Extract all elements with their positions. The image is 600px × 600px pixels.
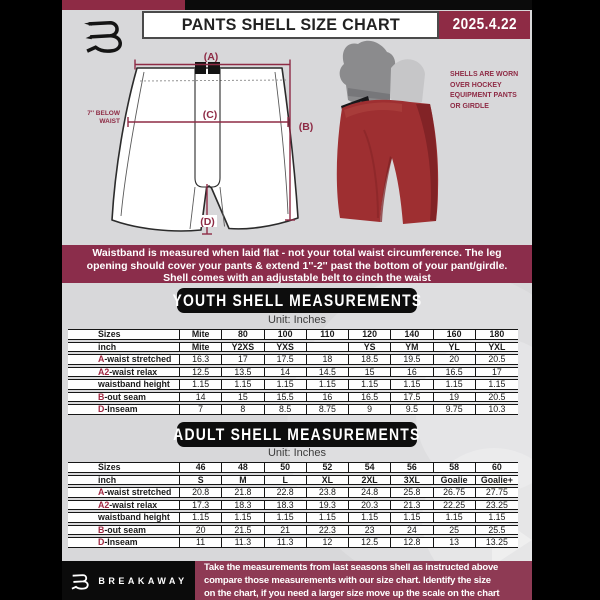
measurement-label-d: (D) bbox=[200, 216, 215, 228]
table-cell: 9 bbox=[349, 404, 391, 415]
table-cell: 60 bbox=[476, 462, 518, 473]
table-cell: 26.75 bbox=[434, 487, 476, 498]
unit-label-adult: Unit: Inches bbox=[267, 447, 327, 459]
table-cell: 18.3 bbox=[265, 500, 307, 511]
table-cell: 180 bbox=[476, 329, 518, 340]
table-cell: 19.3 bbox=[307, 500, 349, 511]
table-row bbox=[68, 537, 518, 548]
table-cell: 1.15 bbox=[180, 512, 222, 523]
section-heading-youth bbox=[172, 288, 422, 313]
footer-brand bbox=[62, 561, 195, 600]
table-cell: 13.25 bbox=[476, 537, 518, 548]
section-heading-adult bbox=[173, 422, 421, 447]
table-cell: 20.5 bbox=[476, 392, 518, 403]
adult-measurements-table bbox=[68, 460, 518, 550]
table-row bbox=[68, 342, 518, 353]
row-label: waistband height bbox=[68, 512, 180, 523]
table-cell: 23.8 bbox=[307, 487, 349, 498]
table-cell: 16 bbox=[391, 367, 433, 378]
table-cell: 21.5 bbox=[222, 525, 264, 536]
table-cell: 14.5 bbox=[307, 367, 349, 378]
table-cell: 140 bbox=[391, 329, 433, 340]
table-cell: 12 bbox=[307, 537, 349, 548]
table-cell: 160 bbox=[434, 329, 476, 340]
table-cell: 8.5 bbox=[265, 404, 307, 415]
table-cell: 22.3 bbox=[307, 525, 349, 536]
table-cell: M bbox=[222, 475, 264, 486]
table-cell: 19 bbox=[434, 392, 476, 403]
row-label: Sizes bbox=[68, 462, 180, 473]
row-label: inch bbox=[68, 475, 180, 486]
table-cell: 19.5 bbox=[391, 354, 433, 365]
table-row bbox=[68, 512, 518, 523]
row-label: A-waist stretched bbox=[68, 487, 180, 498]
table-cell: 18.5 bbox=[349, 354, 391, 365]
footer bbox=[62, 561, 532, 600]
table-cell: 25.8 bbox=[391, 487, 433, 498]
table-cell: 15 bbox=[222, 392, 264, 403]
row-label: A2-waist relax bbox=[68, 500, 180, 511]
table-cell: 120 bbox=[349, 329, 391, 340]
footer-note: Take the measurements from last seasons shell as instructed above compare those measurements with our size chart. Identify the size on the chart, if you need a larger size move up the scale on the chart bbox=[195, 561, 532, 600]
table-row bbox=[68, 392, 518, 403]
table-cell: 8.75 bbox=[307, 404, 349, 415]
page-title-text: PANTS SHELL SIZE CHART bbox=[181, 15, 400, 34]
row-label: A2-waist relax bbox=[68, 367, 180, 378]
table-cell: 46 bbox=[180, 462, 222, 473]
measurement-label-c: (C) bbox=[202, 109, 218, 121]
table-cell: 10.3 bbox=[476, 404, 518, 415]
table-cell: 1.15 bbox=[265, 512, 307, 523]
table-cell: 22.8 bbox=[265, 487, 307, 498]
photo-caption: SHELLS ARE WORN OVER HOCKEY EQUIPMENT PANTS OR GIRDLE bbox=[450, 71, 519, 110]
table-cell: 1.15 bbox=[222, 512, 264, 523]
table-cell: Goalie+ bbox=[476, 475, 518, 486]
table-row bbox=[68, 525, 518, 536]
table-cell: Y2XS bbox=[222, 342, 264, 353]
breakaway-logo-icon bbox=[69, 570, 91, 592]
top-edge-accent bbox=[62, 0, 185, 10]
section-heading-youth-text: YOUTH SHELL MEASUREMENTS bbox=[172, 290, 422, 310]
table-row bbox=[68, 354, 518, 365]
date-badge bbox=[439, 11, 530, 39]
table-cell: 18 bbox=[307, 354, 349, 365]
table-cell: 24 bbox=[391, 525, 433, 536]
table-cell: 21.8 bbox=[222, 487, 264, 498]
table-cell: 17.3 bbox=[180, 500, 222, 511]
table-cell: 56 bbox=[391, 462, 433, 473]
table-cell: 17.5 bbox=[391, 392, 433, 403]
table-cell: 12.5 bbox=[349, 537, 391, 548]
size-chart-page bbox=[62, 0, 532, 600]
table-row bbox=[68, 329, 518, 340]
row-label: inch bbox=[68, 342, 180, 353]
table-cell: 20.5 bbox=[476, 354, 518, 365]
table-cell: S bbox=[180, 475, 222, 486]
table-cell: 16.5 bbox=[349, 392, 391, 403]
table-cell: 9.75 bbox=[434, 404, 476, 415]
table-cell: 54 bbox=[349, 462, 391, 473]
table-cell: 13 bbox=[434, 537, 476, 548]
table-cell: 21 bbox=[265, 525, 307, 536]
table-cell: 80 bbox=[222, 329, 264, 340]
table-row bbox=[68, 367, 518, 378]
table-cell: 15 bbox=[349, 367, 391, 378]
table-cell: 24.8 bbox=[349, 487, 391, 498]
table-cell: 23.25 bbox=[476, 500, 518, 511]
table-cell: 17 bbox=[476, 367, 518, 378]
table-cell: 7 bbox=[180, 404, 222, 415]
brand-name: BREAKAWAY bbox=[98, 575, 188, 586]
page-title bbox=[142, 11, 439, 39]
table-row bbox=[68, 475, 518, 486]
table-cell: 11 bbox=[180, 537, 222, 548]
below-waist-note: 7'' BELOW WAIST bbox=[87, 110, 120, 125]
table-cell: 48 bbox=[222, 462, 264, 473]
table-cell: 1.15 bbox=[434, 379, 476, 390]
row-label: waistband height bbox=[68, 379, 180, 390]
section-heading-adult-text: ADULT SHELL MEASUREMENTS bbox=[173, 424, 421, 444]
table-cell: 16.3 bbox=[180, 354, 222, 365]
breakaway-logo-icon bbox=[81, 12, 127, 58]
table-cell: 12.5 bbox=[180, 367, 222, 378]
table-cell: 17 bbox=[222, 354, 264, 365]
table-cell: 3XL bbox=[391, 475, 433, 486]
table-cell: YM bbox=[391, 342, 433, 353]
table-cell: 52 bbox=[307, 462, 349, 473]
table-cell: 1.15 bbox=[349, 512, 391, 523]
row-label: B-out seam bbox=[68, 525, 180, 536]
table-cell: YXS bbox=[265, 342, 307, 353]
table-cell: 22.25 bbox=[434, 500, 476, 511]
table-cell: L bbox=[265, 475, 307, 486]
table-row bbox=[68, 487, 518, 498]
belt-buckle bbox=[195, 62, 206, 74]
table-cell: 58 bbox=[434, 462, 476, 473]
table-cell: 27.75 bbox=[476, 487, 518, 498]
table-cell: YXL bbox=[476, 342, 518, 353]
date-text: 2025.4.22 bbox=[452, 16, 517, 33]
row-label: A-waist stretched bbox=[68, 354, 180, 365]
row-label: D-Inseam bbox=[68, 537, 180, 548]
table-cell: 13.5 bbox=[222, 367, 264, 378]
table-cell: 17.5 bbox=[265, 354, 307, 365]
info-banner: Waistband is measured when laid flat - not your total waist circumference. The leg opening should cover your pants & extend 1''-2'' past the bottom of your pant/girdle. Shell comes with an adjustable belt to cinch the waist bbox=[62, 245, 532, 283]
table-cell: 1.15 bbox=[476, 512, 518, 523]
table-cell: 1.15 bbox=[349, 379, 391, 390]
table-cell: 1.15 bbox=[180, 379, 222, 390]
table-cell: 20.8 bbox=[180, 487, 222, 498]
table-cell: 15.5 bbox=[265, 392, 307, 403]
pants-measurement-diagram bbox=[107, 48, 322, 238]
table-cell: 11.3 bbox=[265, 537, 307, 548]
table-cell: 11.3 bbox=[222, 537, 264, 548]
table-row bbox=[68, 500, 518, 511]
table-cell: 110 bbox=[307, 329, 349, 340]
table-cell: YS bbox=[349, 342, 391, 353]
table-cell: 9.5 bbox=[391, 404, 433, 415]
table-cell: 14 bbox=[180, 392, 222, 403]
measurement-label-b: (B) bbox=[298, 121, 314, 133]
table-cell: 1.15 bbox=[307, 512, 349, 523]
table-cell: Mite bbox=[180, 342, 222, 353]
table-cell: 14 bbox=[265, 367, 307, 378]
measurement-label-a: (A) bbox=[203, 51, 219, 63]
table-cell: 1.15 bbox=[391, 379, 433, 390]
table-row bbox=[68, 379, 518, 390]
table-cell: Goalie bbox=[434, 475, 476, 486]
table-cell: 1.15 bbox=[222, 379, 264, 390]
top-edge-strip bbox=[62, 0, 532, 10]
table-cell: 1.15 bbox=[391, 512, 433, 523]
table-cell: 2XL bbox=[349, 475, 391, 486]
table-cell: 12.8 bbox=[391, 537, 433, 548]
table-cell bbox=[307, 342, 349, 353]
table-cell: 100 bbox=[265, 329, 307, 340]
table-cell: 1.15 bbox=[307, 379, 349, 390]
table-cell: 1.15 bbox=[476, 379, 518, 390]
table-cell: 16.5 bbox=[434, 367, 476, 378]
table-cell: 20 bbox=[434, 354, 476, 365]
table-row bbox=[68, 462, 518, 473]
table-cell: 8 bbox=[222, 404, 264, 415]
table-cell: Mite bbox=[180, 329, 222, 340]
table-cell: 21.3 bbox=[391, 500, 433, 511]
row-label: Sizes bbox=[68, 329, 180, 340]
row-label: B-out seam bbox=[68, 392, 180, 403]
table-cell: 20.3 bbox=[349, 500, 391, 511]
table-cell: 18.3 bbox=[222, 500, 264, 511]
table-cell: 25 bbox=[434, 525, 476, 536]
table-cell: 1.15 bbox=[434, 512, 476, 523]
table-cell: 25.5 bbox=[476, 525, 518, 536]
table-cell: 23 bbox=[349, 525, 391, 536]
table-cell: XL bbox=[307, 475, 349, 486]
row-label: D-Inseam bbox=[68, 404, 180, 415]
shell-photo bbox=[334, 40, 456, 230]
table-cell: 20 bbox=[180, 525, 222, 536]
unit-label-youth: Unit: Inches bbox=[267, 314, 327, 326]
table-cell: 1.15 bbox=[265, 379, 307, 390]
table-row bbox=[68, 404, 518, 415]
table-cell: YL bbox=[434, 342, 476, 353]
table-cell: 16 bbox=[307, 392, 349, 403]
youth-measurements-table bbox=[68, 327, 518, 417]
table-cell: 50 bbox=[265, 462, 307, 473]
